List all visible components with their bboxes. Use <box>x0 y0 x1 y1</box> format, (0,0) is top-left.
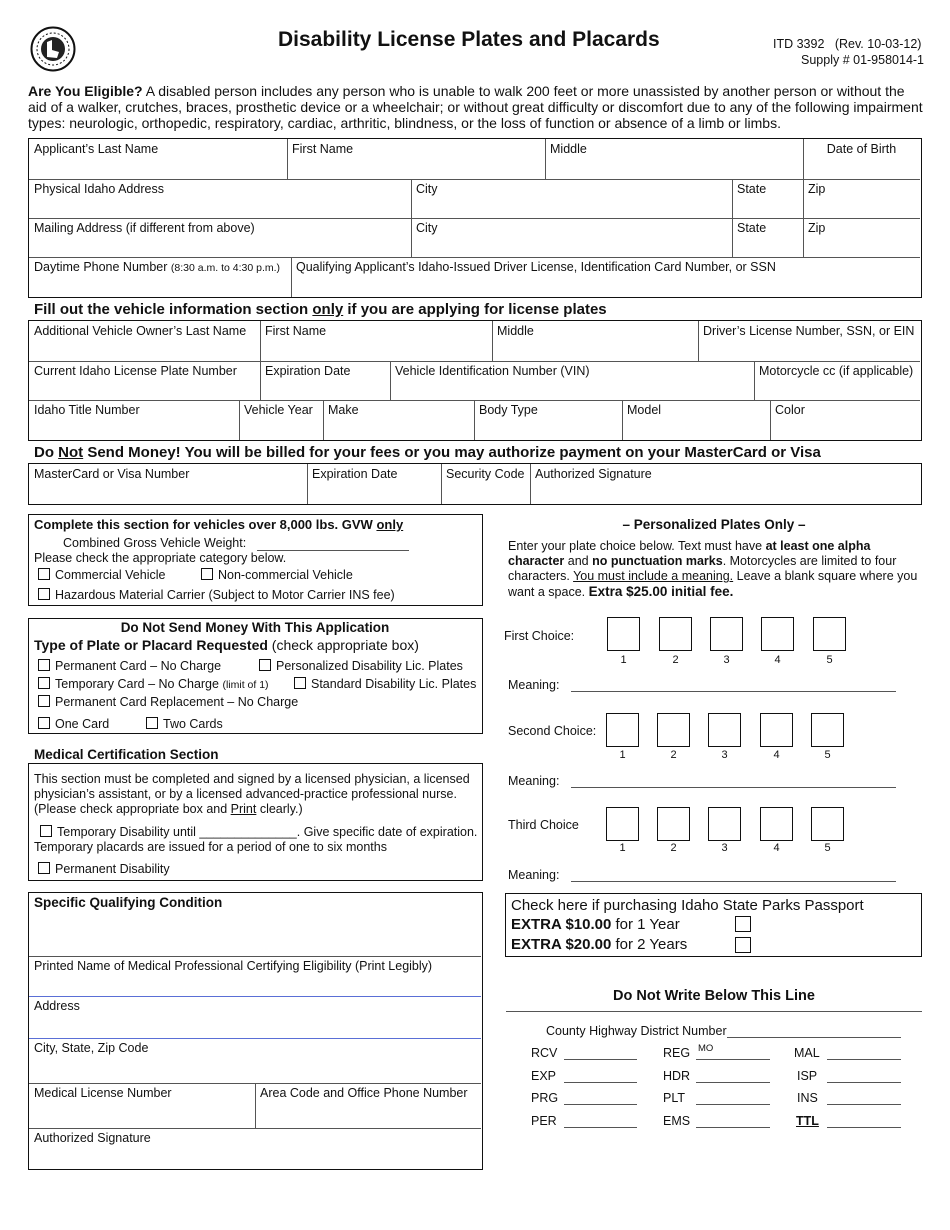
reg-line <box>696 1059 770 1060</box>
personalized-plates-label: Personalized Disability Lic. Plates <box>276 659 463 673</box>
second-choice-box-5[interactable] <box>811 713 844 747</box>
payment-section <box>28 463 922 505</box>
box-number: 4 <box>773 842 780 854</box>
security-code-field[interactable]: Security Code <box>446 467 525 481</box>
medical-address-field[interactable]: Address <box>34 999 80 1013</box>
rcv-label: RCV <box>531 1046 558 1060</box>
office-phone-field[interactable]: Area Code and Office Phone Number <box>260 1086 468 1100</box>
ttl-label: TTL <box>796 1114 819 1128</box>
vehicle-section <box>28 320 922 441</box>
checkbox-icon[interactable] <box>38 677 50 689</box>
commercial-label: Commercial Vehicle <box>55 568 166 582</box>
medical-section <box>28 763 483 881</box>
reg-label: REG <box>663 1046 691 1060</box>
condition-title[interactable]: Specific Qualifying Condition <box>34 895 223 910</box>
temporary-period-note: Temporary placards are issued for a period of one to six months <box>34 840 387 854</box>
first-meaning-input[interactable] <box>571 691 896 692</box>
first-choice-box-4[interactable] <box>761 617 794 651</box>
box-number: 2 <box>670 749 677 761</box>
permanent-card-label: Permanent Card – No Charge <box>55 659 222 673</box>
personalized-instructions <box>508 539 920 600</box>
ins-label: INS <box>797 1091 818 1105</box>
standard-plates-option[interactable] <box>294 677 476 691</box>
physical-state-field[interactable]: State <box>737 182 767 196</box>
vehicle-heading <box>34 301 607 318</box>
temporary-disability-option[interactable] <box>40 825 477 839</box>
per-label: PER <box>531 1114 557 1128</box>
box-number: 3 <box>721 842 728 854</box>
second-meaning-label: Meaning: <box>508 774 560 788</box>
plate-type-section <box>28 618 483 734</box>
parks-1-year <box>511 916 680 933</box>
daytime-phone-field[interactable] <box>29 257 291 297</box>
mal-label: MAL <box>794 1046 820 1060</box>
gvw-title-pre: Complete this section for vehicles over 8,000 lbs. GVW <box>34 517 377 532</box>
hazardous-label: Hazardous Material Carrier (Subject to Motor Carrier INS fee) <box>55 588 395 602</box>
supply-number: Supply # 01-958014-1 <box>801 53 925 67</box>
one-card-label: One Card <box>55 717 110 731</box>
plate-type-subtitle-bold: Type of Plate or Placard Requested <box>34 637 268 653</box>
parks-2-years-checkbox[interactable] <box>735 937 751 953</box>
temporary-card-label: Temporary Card – No Charge <box>55 677 219 691</box>
card-number-field[interactable]: MasterCard or Visa Number <box>34 467 190 481</box>
exp-label: EXP <box>531 1069 557 1083</box>
body-type-field[interactable]: Body Type <box>479 403 538 417</box>
checkbox-icon[interactable] <box>259 659 271 671</box>
physical-city-field[interactable]: City <box>416 182 438 196</box>
noncommercial-label: Non-commercial Vehicle <box>218 568 353 582</box>
one-card-option[interactable] <box>38 717 109 731</box>
isp-label: ISP <box>797 1069 818 1083</box>
parks-2-years <box>511 936 687 953</box>
eligibility-lead: Are You Eligible? <box>28 83 143 99</box>
third-choice-label: Third Choice <box>508 818 579 832</box>
replacement-option[interactable] <box>38 695 298 709</box>
replacement-label: Permanent Card Replacement – No Charge <box>55 695 299 709</box>
temporary-card-option[interactable] <box>38 677 269 691</box>
personalized-p2-bold: no punctuation marks <box>592 554 723 568</box>
vehicle-heading-post: if you are applying for license plates <box>343 301 607 318</box>
card-expiration-field[interactable]: Expiration Date <box>312 467 398 481</box>
ttl-line <box>827 1127 901 1128</box>
third-choice-box-3[interactable] <box>708 807 741 841</box>
parks-1-year-checkbox[interactable] <box>735 916 751 932</box>
applicant-section <box>28 138 922 298</box>
third-choice-box-1[interactable] <box>606 807 639 841</box>
motorcycle-cc-field[interactable]: Motorcycle cc (if applicable) <box>759 364 914 378</box>
permanent-card-option[interactable] <box>38 659 221 673</box>
box-number: 1 <box>619 749 626 761</box>
ins-line <box>827 1104 901 1105</box>
vehicle-make-field[interactable]: Make <box>328 403 359 417</box>
plate-type-title: Do Not Send Money With This Application <box>120 620 390 635</box>
second-choice-box-2[interactable] <box>657 713 690 747</box>
plate-type-subtitle <box>34 637 419 653</box>
parks-year2: for 2 Years <box>611 936 688 953</box>
second-choice-box-1[interactable] <box>606 713 639 747</box>
medical-intro-2: clearly.) <box>256 801 303 816</box>
applicant-middle[interactable]: Middle <box>550 142 587 156</box>
applicant-last-name[interactable]: Applicant’s Last Name <box>34 142 159 156</box>
owner-first-name[interactable]: First Name <box>265 324 327 338</box>
personalized-p4-bold: Extra $25.00 initial fee. <box>588 584 734 599</box>
vehicle-heading-em: only <box>312 301 344 318</box>
medical-heading: Medical Certification Section <box>34 747 219 762</box>
mailing-state-field[interactable]: State <box>737 221 767 235</box>
gvw-weight-label: Combined Gross Vehicle Weight: <box>63 536 247 550</box>
prg-label: PRG <box>531 1091 559 1105</box>
two-cards-option[interactable] <box>146 717 223 731</box>
exp-line <box>564 1082 637 1083</box>
district-line <box>727 1037 901 1038</box>
vin-field[interactable]: Vehicle Identification Number (VIN) <box>395 364 590 378</box>
medical-intro-em: Print <box>230 801 257 816</box>
gvw-section <box>28 514 483 606</box>
ems-label: EMS <box>663 1114 691 1128</box>
applicant-dob[interactable]: Date of Birth <box>826 142 897 156</box>
condition-section <box>28 892 483 1170</box>
third-choice-box-4[interactable] <box>760 807 793 841</box>
owner-dl-number[interactable]: Driver’s License Number, SSN, or EIN <box>703 324 915 338</box>
personalized-plates-option[interactable] <box>259 659 463 673</box>
personalized-p2: and <box>564 554 593 568</box>
physical-address-field[interactable]: Physical Idaho Address <box>34 182 164 196</box>
mailing-address-field[interactable]: Mailing Address (if different from above) <box>34 221 255 235</box>
box-number: 5 <box>826 654 833 666</box>
plt-line <box>696 1104 770 1105</box>
district-label: County Highway District Number <box>546 1024 727 1038</box>
hazardous-option[interactable] <box>38 588 395 602</box>
temporary-disability-label: Temporary Disability until <box>57 825 196 839</box>
medical-signature-field[interactable]: Authorized Signature <box>34 1131 151 1145</box>
checkbox-icon[interactable] <box>294 677 306 689</box>
medical-intro <box>34 772 474 816</box>
second-choice-label: Second Choice: <box>508 724 597 738</box>
permanent-disability-option[interactable] <box>38 862 170 876</box>
parks-extra20: EXTRA $20.00 <box>511 936 612 953</box>
office-title: Do Not Write Below This Line <box>613 988 815 1004</box>
first-choice-box-1[interactable] <box>607 617 640 651</box>
card-signature-field[interactable]: Authorized Signature <box>535 467 652 481</box>
parks-extra10: EXTRA $10.00 <box>511 916 612 933</box>
plate-number-field[interactable]: Current Idaho License Plate Number <box>34 364 237 378</box>
page-title: Disability License Plates and Placards <box>278 28 660 51</box>
box-number: 1 <box>620 654 627 666</box>
parks-year1: for 1 Year <box>611 916 680 933</box>
third-choice-box-2[interactable] <box>657 807 690 841</box>
noncommercial-option[interactable] <box>201 568 353 582</box>
physical-zip-field[interactable]: Zip <box>808 182 826 196</box>
first-meaning-label: Meaning: <box>508 678 560 692</box>
qualifying-id-field[interactable]: Qualifying Applicant’s Idaho-Issued Driver License, Identification Card Number, or SSN <box>296 260 776 274</box>
printed-name-field[interactable]: Printed Name of Medical Professional Certifying Eligibility (Print Legibly) <box>34 959 433 973</box>
temporary-date-note: . Give specific date of expiration. <box>296 825 478 839</box>
second-choice-box-3[interactable] <box>708 713 741 747</box>
owner-last-name[interactable]: Additional Vehicle Owner’s Last Name <box>34 324 247 338</box>
vehicle-model-field[interactable]: Model <box>627 403 662 417</box>
medical-intro-1: This section must be completed and signed by a licensed physician, a licensed physician’s assistant, or by a licensed advanced-practice professional nurse. (Please check appropriate box and <box>34 772 470 816</box>
plt-label: PLT <box>663 1091 685 1105</box>
personalized-p1: Enter your plate choice below. Text must have <box>508 539 766 553</box>
eligibility-body: A disabled person includes any person who is unable to walk 200 feet or more unassisted by another person or without the aid of a walker, crutches, braces, prosthetic device or a wheelchair; or without great difficulty or discomfort due to any of the following impairment types: neurologic, orthopedic, respiratory, cardiac, arthritic, blindness, or the loss of function or absence of a limb or limbs. <box>28 83 923 132</box>
rcv-line <box>564 1059 637 1060</box>
temporary-date-blank[interactable]: ______________ <box>199 825 297 839</box>
checkbox-icon[interactable] <box>38 862 50 874</box>
checkbox-icon[interactable] <box>38 588 50 600</box>
title-number-field[interactable]: Idaho Title Number <box>34 403 140 417</box>
commercial-option[interactable] <box>38 568 165 582</box>
box-number: 3 <box>721 749 728 761</box>
box-number: 1 <box>619 842 626 854</box>
plate-expiration-field[interactable]: Expiration Date <box>265 364 351 378</box>
standard-plates-label: Standard Disability Lic. Plates <box>311 677 477 691</box>
hdr-line <box>696 1082 770 1083</box>
first-choice-box-5[interactable] <box>813 617 846 651</box>
first-choice-box-3[interactable] <box>710 617 743 651</box>
per-line <box>564 1127 637 1128</box>
mal-line <box>827 1059 901 1060</box>
vehicle-heading-pre: Fill out the vehicle information section <box>34 301 313 318</box>
box-number: 4 <box>774 654 781 666</box>
second-meaning-input[interactable] <box>571 787 896 788</box>
vehicle-color-field[interactable]: Color <box>775 403 805 417</box>
two-cards-label: Two Cards <box>163 717 223 731</box>
eligibility-text <box>28 83 924 131</box>
prg-line <box>564 1104 637 1105</box>
idaho-seal-logo <box>30 26 76 72</box>
box-number: 5 <box>824 749 831 761</box>
checkbox-icon[interactable] <box>38 568 50 580</box>
checkbox-icon[interactable] <box>38 717 50 729</box>
box-number: 2 <box>670 842 677 854</box>
form-id: ITD 3392 (Rev. 10-03-12) <box>773 37 922 51</box>
phone-hours: (8:30 a.m. to 4:30 p.m.) <box>170 262 281 274</box>
box-number: 5 <box>824 842 831 854</box>
third-choice-box-5[interactable] <box>811 807 844 841</box>
payment-heading-em: Not <box>58 444 84 461</box>
personalized-p1-bold: at least one alpha character <box>508 539 871 568</box>
personalized-p3: . Motorcycles are limited to four characters. <box>508 554 897 583</box>
parks-line: Check here if purchasing Idaho State Parks Passport <box>511 897 864 914</box>
payment-heading-post: Send Money! You will be billed for your fees or you may authorize payment on your MasterCard or Visa <box>83 444 821 461</box>
permanent-disability-label: Permanent Disability <box>55 862 170 876</box>
isp-line <box>827 1082 901 1083</box>
third-meaning-input[interactable] <box>571 881 896 882</box>
mailing-zip-field[interactable]: Zip <box>808 221 826 235</box>
checkbox-icon[interactable] <box>38 659 50 671</box>
gvw-title-em: only <box>376 517 404 532</box>
reg-mo: MO <box>698 1043 714 1054</box>
mailing-city-field[interactable]: City <box>416 221 438 235</box>
third-meaning-label: Meaning: <box>508 868 560 882</box>
gvw-title <box>34 517 403 532</box>
gvw-instruction: Please check the appropriate category below. <box>34 551 287 565</box>
payment-heading <box>34 444 821 461</box>
plate-type-subtitle-rest: (check appropriate box) <box>267 637 419 653</box>
second-choice-box-4[interactable] <box>760 713 793 747</box>
checkbox-icon[interactable] <box>40 825 52 837</box>
personalized-p4: Leave a blank square where you want a space. <box>508 569 918 599</box>
box-number: 3 <box>723 654 730 666</box>
vehicle-year-field[interactable]: Vehicle Year <box>244 403 313 417</box>
medical-license-field[interactable]: Medical License Number <box>34 1086 172 1100</box>
applicant-first-name[interactable]: First Name <box>292 142 354 156</box>
temporary-limit: (limit of 1) <box>222 679 269 691</box>
first-choice-box-2[interactable] <box>659 617 692 651</box>
medical-city-field[interactable]: City, State, Zip Code <box>34 1041 149 1055</box>
checkbox-icon[interactable] <box>38 695 50 707</box>
hdr-label: HDR <box>663 1069 691 1083</box>
office-divider <box>506 1011 922 1012</box>
box-number: 4 <box>773 749 780 761</box>
first-choice-label: First Choice: <box>504 629 575 643</box>
phone-label: Daytime Phone Number <box>34 260 168 274</box>
box-number: 2 <box>672 654 679 666</box>
owner-middle[interactable]: Middle <box>497 324 534 338</box>
personalized-p3-underline: You must include a meaning. <box>573 569 734 583</box>
personalized-title: – Personalized Plates Only – <box>622 517 806 532</box>
checkbox-icon[interactable] <box>146 717 158 729</box>
ems-line <box>696 1127 770 1128</box>
payment-heading-pre: Do <box>34 444 59 461</box>
parks-passport-section <box>505 893 922 957</box>
checkbox-icon[interactable] <box>201 568 213 580</box>
